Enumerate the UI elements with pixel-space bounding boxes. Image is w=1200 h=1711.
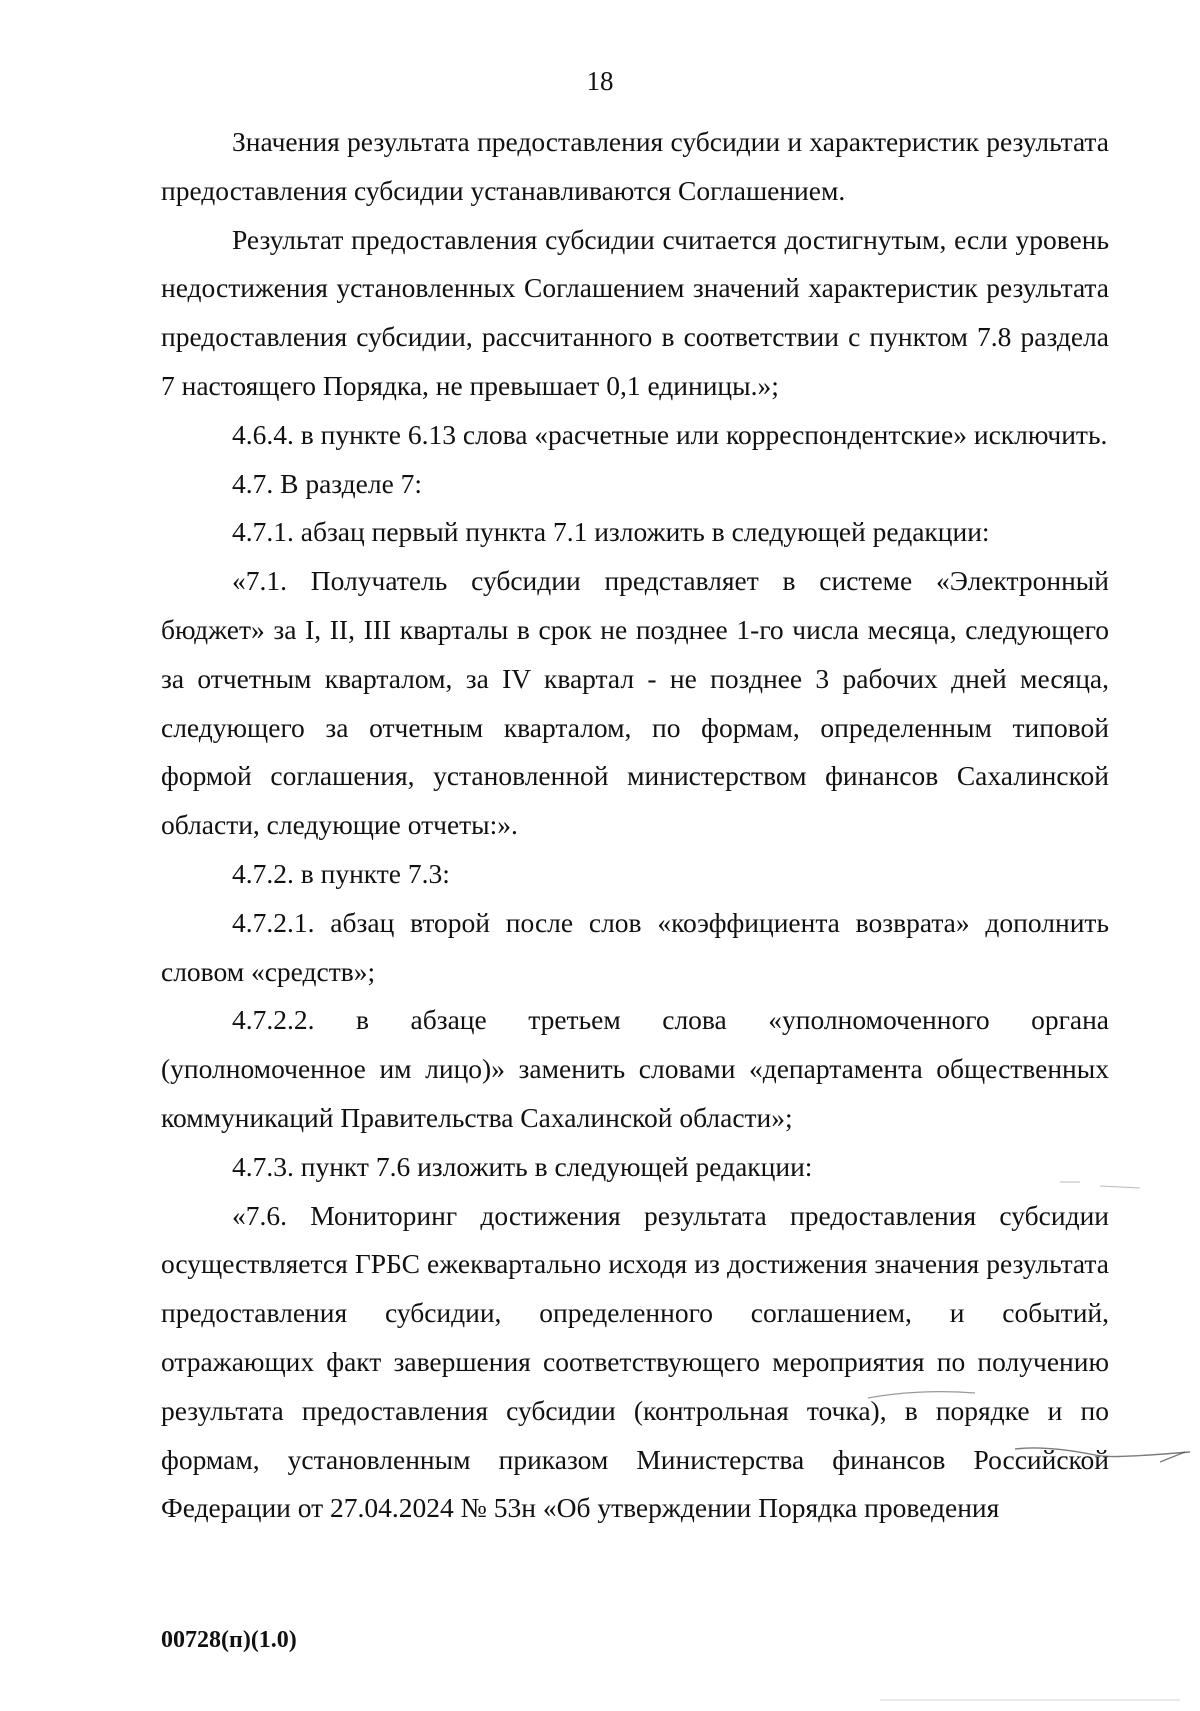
paragraph-1: Значения результата предоставления субсидии и характеристик результата предоставления субсидии устанавливаются Соглашением. [161,126,1109,206]
paragraph-11: «7.6. Мониторинг достижения результата предоставления субсидии осуществляется ГРБС ежеквартально исходя из достижения значения результата предоставления субсидии, определенного соглашением, и событий, отражающих факт завершения соответствующего мероприятия по получению результата предоставления субсидии (контрольная точка), в порядке и по формам, установленным приказом Министерства финансов Российской Федерации от 27.04.2024 № 53н «Об утверждении Порядка проведения [161,1199,1109,1524]
paragraph-2: Результат предоставления субсидии считается достигнутым, если уровень недостижения установленных Соглашением значений характеристик результата предоставления субсидии, рассчитанного в соответствии с пунктом 7.8 раздела 7 настоящего Порядка, не превышает 0,1 единицы.»; [161,223,1109,401]
page-number: 18 [586,66,614,96]
paragraph-4: 4.7. В разделе 7: [232,467,423,499]
paragraph-7: 4.7.2. в пункте 7.3: [232,857,450,889]
paragraph-6: «7.1. Получатель субсидии представляет в системе «Электронный бюджет» за I, II, III кварталы в срок не позднее 1-го числа месяца, следующего за отчетным кварталом, за IV квартал - не позднее 3 рабочих дней месяца, следующего за отчетным кварталом, по формам, определенным типовой формой соглашения, установленной министерством финансов Сахалинской области, следующие отчеты:». [161,565,1109,841]
document-code: 00728(п)(1.0) [161,1627,297,1653]
paragraph-3: 4.6.4. в пункте 6.13 слова «расчетные или корреспондентские» исключить. [232,418,1108,450]
paragraph-8: 4.7.2.1. абзац второй после слов «коэффициента возврата» дополнить словом «средств»; [161,906,1109,987]
paragraph-5: 4.7.1. абзац первый пункта 7.1 изложить в следующей редакции: [232,516,990,548]
paragraph-9: 4.7.2.2. в абзаце третьем слова «уполномоченного органа (уполномоченное им лицо)» заменить словами «департамента общественных коммуникаций Правительства Сахалинской области»; [161,1004,1109,1133]
document-body [161,118,1109,1533]
paragraph-10: 4.7.3. пункт 7.6 изложить в следующей редакции: [232,1150,813,1182]
